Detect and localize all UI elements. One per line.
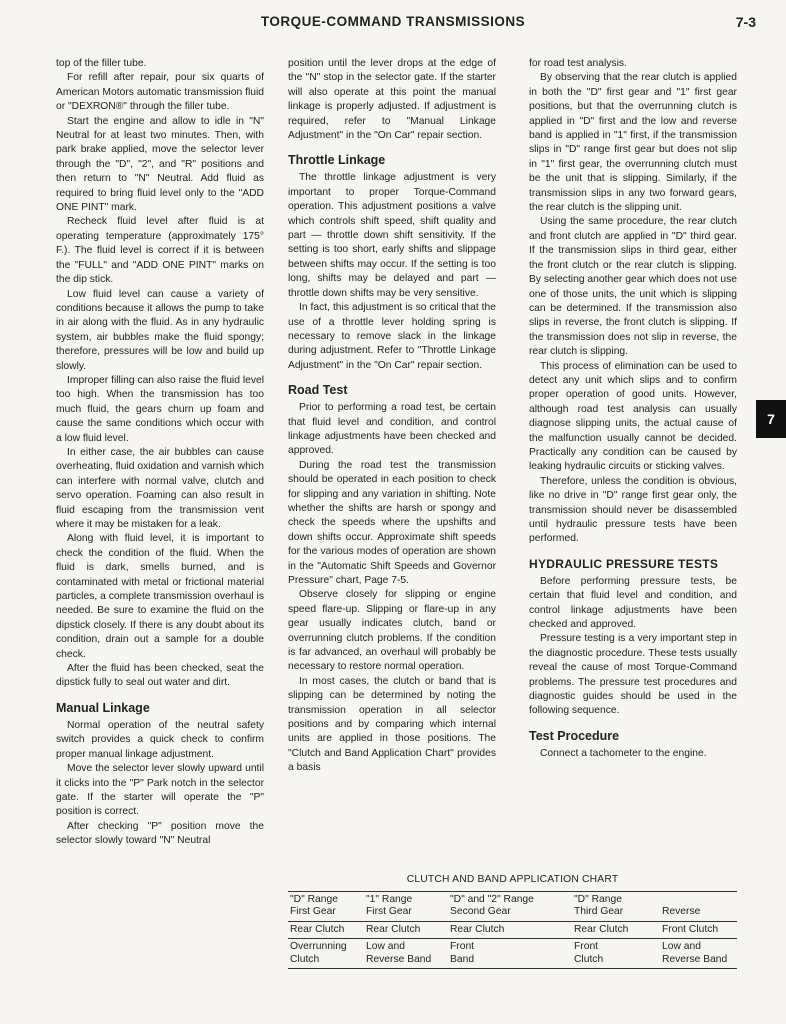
paragraph: Improper filling can also raise the fluid level too high. When the transmission has too much fluid, the gears churn up foam and cause the same conditions which occur with a low fluid level. [56, 374, 264, 444]
header-line [662, 894, 735, 907]
table-row [288, 921, 737, 939]
header-line: "D" and "2" Range [450, 893, 534, 905]
paragraph: In fact, this adjustment is so critical that the use of a throttle lever holding spring is necessary to remove slack in the linkage during adjustment. Refer to "Throttle Linkage Adjustment" in the "On Car" repair section. [288, 302, 496, 371]
cell-line: Front [574, 941, 599, 952]
paragraph: Move the selector lever slowly upward until it clicks into the "P" Park notch in the selector gate. If the starter will operate the "P" position is correct. [56, 763, 264, 818]
paragraph: Pressure testing is a very important step in the diagnostic procedure. These tests usually reveal the cause of most Torque-Command problems. The pressure test procedures and diagnostic guides should be used in the following sequence. [529, 633, 737, 717]
paragraph: Recheck fluid level after fluid is at operating temperature (approximately 175° F.). The fluid level is correct if it is between the "FULL" and "ADD ONE PINT" marks on the dip stick. [56, 216, 264, 286]
paragraph: After checking "P" position move the selector slowly toward "N" Neutral [56, 820, 264, 847]
paragraph: By observing that the rear clutch is applied in both the "D" first gear and "1" first gear positions, but that the overrunning clutch is applied in "D" first and the low and reverse band is applied in "1" first, if the transmission slips in "D" range first gear but does not slip in "1" first gear, the overrunning clutch must be the unit that is slipping. Similarly, if the transmission slips in any two forward gears, the rear clutch is the slipping unit. [529, 72, 737, 214]
table-cell: Rear Clutch [366, 923, 421, 935]
cell-line: Clutch [574, 953, 604, 965]
paragraph: for road test analysis. [529, 58, 627, 69]
cell-line: Low and [366, 941, 405, 952]
header-line: "1" Range [366, 893, 413, 905]
running-head-title: TORQUE-COMMAND TRANSMISSIONS [260, 14, 526, 29]
page-header [0, 14, 786, 36]
column-2 [288, 57, 496, 776]
paragraph: Along with fluid level, it is important to check the condition of the fluid. When the fluid is dark, smells burned, and is contaminated with metal or frictional material particles, a complete transmission overhaul is needed. Be sure to examine the fluid on the dipstick closely. If there is any doubt about its condition, drain out a sample for a double check. [56, 533, 264, 660]
header-line: First Gear [290, 906, 336, 917]
header-line: First Gear [366, 906, 412, 917]
paragraph: Observe closely for slipping or engine speed flare-up. Slipping or flare-up in any gear usually indicates clutch, band or overrunning clutch problems. If the condition is far advanced, an overhaul will probably be necessary to restore normal operation. [288, 589, 496, 673]
paragraph: In either case, the air bubbles can cause overheating, fluid oxidation and varnish which can interfere with normal valve, clutch and servo operation. Foaming can also result in fluid escaping from the transmission vent where it may be mistaken for a leak. [56, 446, 264, 530]
page-number: 7-3 [735, 14, 756, 30]
cell-line: Reverse Band [366, 953, 432, 965]
table-cell [448, 939, 572, 969]
table-cell: Rear Clutch [290, 923, 345, 935]
column-3 [529, 57, 737, 761]
table-cell [288, 939, 364, 969]
header-line: "D" Range [574, 893, 622, 905]
column-header [288, 891, 364, 921]
column-header [364, 891, 448, 921]
header-line: "D" Range [290, 893, 338, 905]
section-heading-test-procedure: Test Procedure [529, 728, 620, 743]
chapter-tab: 7 [756, 400, 786, 438]
cell-line: Low and [662, 941, 701, 952]
section-heading-manual-linkage: Manual Linkage [56, 700, 150, 715]
table-cell: Front Clutch [662, 923, 719, 935]
table-header-row [288, 891, 737, 921]
chart-title: CLUTCH AND BAND APPLICATION CHART [406, 874, 619, 885]
column-1 [56, 57, 264, 849]
table-cell: Rear Clutch [450, 923, 505, 935]
header-line: Second Gear [450, 906, 511, 917]
paragraph: Connect a tachometer to the engine. [540, 747, 707, 759]
paragraph: During the road test the transmission should be operated in each position to check for slipping and any variation in shifting. Note whether the shifts are harsh or spongy and check the speeds where the upshifts and down shifts occur. Approximate shift speeds for the various modes of operation are shown in the "Automatic Shift Speeds and Governor Pressure" chart, Page 7-5. [288, 459, 496, 586]
header-line: Third Gear [574, 906, 624, 917]
application-table [288, 891, 737, 970]
paragraph: position until the lever drops at the edge of the "N" stop in the selector gate. If the starter will also operate at this point the manual linkage is properly adjusted. If adjustment is required, refer to "Manual Linkage Adjustment" in the "On Car" repair section. [288, 58, 496, 142]
table-cell [572, 939, 660, 969]
paragraph: Low fluid level can cause a variety of conditions because it allows the pump to take in air along with the fluid. As in any hydraulic system, air bubbles make the fluid spongy; therefore, pressures will be low and build up slowly. [56, 288, 264, 372]
section-heading-throttle-linkage: Throttle Linkage [288, 153, 386, 168]
paragraph: Using the same procedure, the rear clutch and front clutch are applied in "D" third gear. If the transmission slips in third gear, either the front clutch or the rear clutch is slipping. By selecting another gear which does not use one of those units, the unit which is slipping can be determined. If the transmission also slips in reverse, the front clutch is slipping. If the transmission does not slip in reverse, the rear clutch is slipping. [529, 216, 737, 358]
paragraph: Normal operation of the neutral safety switch provides a quick check to confirm proper manual linkage adjustment. [56, 719, 264, 760]
paragraph: This process of elimination can be used to detect any unit which slips and to confirm proper operation of good units. However, although road test analysis can usually diagnose slipping units, the actual cause of the malfunction usually cannot be decided. Practically any condition can be caused by leaking hydraulic circuits or sticking valves. [529, 360, 737, 473]
cell-line: Front [450, 941, 475, 952]
cell-line: Band [450, 953, 475, 965]
cell-line: Clutch [290, 953, 320, 965]
paragraph: Start the engine and allow to idle in "N" Neutral for at least two minutes. Then, with park brake applied, move the selector lever through the "D", "2", and "R" positions and then return to "N" Neutral. Add fluid as required to bring fluid level only to the "ADD ONE PINT" mark. [56, 115, 264, 214]
header-line: Reverse [662, 906, 701, 917]
paragraph: In most cases, the clutch or band that is slipping can be determined by noting the transmission operation in all selector positions and by comparing which internal units are applied in those positions. The "Clutch and Band Application Chart" provides a basis [288, 675, 496, 774]
section-heading-road-test: Road Test [288, 383, 348, 398]
paragraph: The throttle linkage adjustment is very important to proper Torque-Command operation. This adjustment positions a valve which controls shift speed, shift quality and part — throttle down shift sensitivity. If the setting is too short, early shifts and slippage between shifts may occur. If the setting is too long, shifts may be delayed and part — throttle down shifts may be very sensitive. [288, 172, 496, 299]
table-cell [364, 939, 448, 969]
paragraph: Therefore, unless the condition is obvious, like no drive in "D" range first gear only, the transmission should never be disassembled until hydraulic pressure tests have been performed. [529, 475, 737, 545]
section-heading-hydraulic-pressure-tests: HYDRAULIC PRESSURE TESTS [529, 556, 719, 571]
column-header [572, 891, 660, 921]
clutch-band-application-chart [288, 874, 737, 969]
table-cell: Rear Clutch [574, 923, 629, 935]
paragraph: Prior to performing a road test, be certain that fluid level and condition, and control linkage adjustments have been checked and approved. [288, 402, 496, 457]
column-header [660, 891, 737, 921]
cell-line: Overrunning [290, 941, 347, 952]
paragraph: After the fluid has been checked, seat the dipstick fully to seal out water and dirt. [56, 663, 264, 689]
table-cell [660, 939, 737, 969]
table-row [288, 939, 737, 969]
paragraph: Before performing pressure tests, be certain that fluid level and condition, and control linkage adjustments have been checked and approved. [529, 575, 737, 631]
cell-line: Reverse Band [662, 953, 728, 965]
paragraph: top of the filler tube. [56, 58, 147, 69]
paragraph: For refill after repair, pour six quarts of American Motors automatic transmission fluid or "DEXRON®" through the filler tube. [56, 72, 264, 113]
column-header [448, 891, 572, 921]
